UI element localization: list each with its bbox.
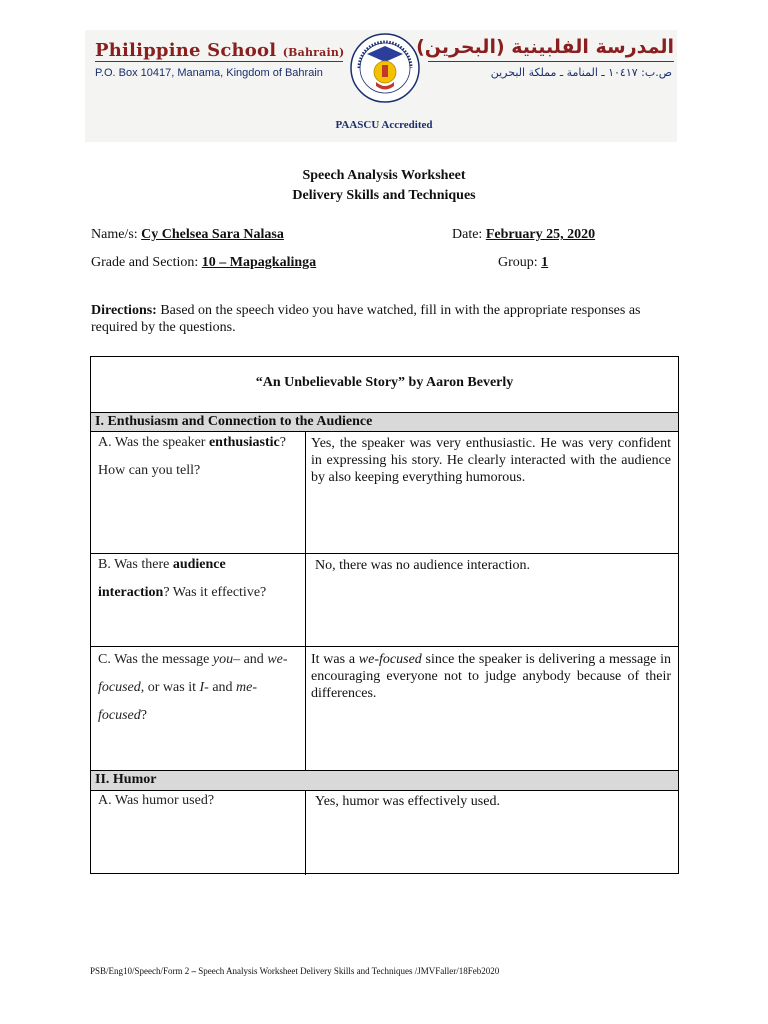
answer-enthusiastic: Yes, the speaker was very enthusiastic. He was very confident in expressing his story. He clearly interacted with the audience by also keeping everything humorous. bbox=[311, 436, 671, 485]
question-keyword: enthusiastic bbox=[208, 435, 280, 450]
name-field bbox=[91, 227, 284, 243]
date-field bbox=[452, 227, 595, 243]
answer-text: since the speaker is delivering a message in encouraging everyone not to judge anybody because of their differences. bbox=[311, 652, 672, 701]
question-text: A. Was the speaker bbox=[98, 435, 206, 450]
school-name-en bbox=[95, 40, 344, 61]
school-address-en: P.O. Box 10417, Manama, Kingdom of Bahrain bbox=[95, 67, 323, 79]
school-seal-icon bbox=[349, 32, 421, 104]
group-field bbox=[498, 255, 548, 271]
column-divider bbox=[305, 791, 306, 875]
date-label: Date: bbox=[452, 227, 483, 242]
date-value: February 25, 2020 bbox=[485, 227, 596, 242]
answer-audience-interaction: No, there was no audience interaction. bbox=[315, 558, 530, 573]
question-text: , or was it bbox=[140, 680, 196, 695]
question-text: – and bbox=[233, 652, 264, 667]
group-value: 1 bbox=[541, 255, 549, 270]
school-address-ar: ص.ب: ١٠٤١٧ ـ المنامة ـ مملكة البحرين bbox=[490, 66, 672, 79]
question-text: C. Was the message bbox=[98, 652, 210, 667]
letterhead-rule-right bbox=[428, 61, 674, 62]
question-italic: we-focused bbox=[98, 652, 288, 695]
school-name-ar: المدرسة الفلبينية (البحرين) bbox=[416, 36, 674, 58]
section-header-humor: II. Humor bbox=[91, 771, 678, 790]
column-divider bbox=[305, 432, 306, 770]
question-message-focus bbox=[98, 646, 298, 730]
answer-text: It was a bbox=[311, 652, 356, 667]
question-italic: I- bbox=[199, 680, 209, 695]
question-enthusiastic bbox=[98, 429, 298, 485]
accreditation-label: PAASCU Accredited bbox=[335, 119, 433, 131]
group-label: Group: bbox=[498, 255, 538, 270]
answer-message-focus bbox=[311, 651, 671, 702]
answer-italic: we-focused bbox=[358, 652, 422, 667]
question-text: ? Was it effective? bbox=[163, 585, 267, 600]
answer-humor: Yes, humor was effectively used. bbox=[315, 794, 500, 809]
directions-text: Based on the speech video you have watched, fill in with the appropriate responses as required by the questions. bbox=[91, 303, 641, 335]
footer-dash: – bbox=[191, 966, 197, 976]
name-label: Name/s: bbox=[91, 227, 138, 242]
grade-value: 10 – Mapagkalinga bbox=[201, 255, 317, 270]
document-footer bbox=[90, 966, 499, 976]
speech-title: “An Unbelievable Story” by Aaron Beverly bbox=[255, 375, 514, 390]
school-location-en: (Bahrain) bbox=[282, 46, 345, 59]
question-text: ? How can you tell? bbox=[98, 435, 286, 478]
letterhead-rule-left bbox=[95, 61, 343, 62]
school-name-en-text: Philippine School bbox=[95, 40, 277, 61]
grade-field bbox=[91, 255, 316, 271]
question-keyword: audience interaction bbox=[98, 557, 226, 600]
worksheet-table bbox=[90, 356, 679, 874]
grade-label: Grade and Section: bbox=[91, 255, 199, 270]
name-value: Cy Chelsea Sara Nalasa bbox=[141, 227, 284, 242]
question-audience-interaction bbox=[98, 551, 298, 607]
question-text: B. Was there bbox=[98, 557, 170, 572]
directions-label: Directions: bbox=[91, 303, 157, 318]
question-text: and bbox=[212, 680, 233, 695]
footer-code: PSB/Eng10/Speech/Form 2 bbox=[90, 966, 190, 976]
question-humor: A. Was humor used? bbox=[98, 793, 215, 808]
worksheet-subtitle: Delivery Skills and Techniques bbox=[292, 188, 476, 203]
question-italic: me-focused bbox=[98, 680, 258, 723]
worksheet-title: Speech Analysis Worksheet bbox=[302, 168, 466, 183]
section-header-enthusiasm: I. Enthusiasm and Connection to the Audience bbox=[91, 413, 678, 431]
footer-text: Speech Analysis Worksheet Delivery Skills and Techniques /JMVFaller/18Feb2020 bbox=[198, 966, 500, 976]
question-text: ? bbox=[140, 708, 147, 723]
question-italic: you bbox=[212, 652, 234, 667]
directions bbox=[91, 302, 681, 336]
